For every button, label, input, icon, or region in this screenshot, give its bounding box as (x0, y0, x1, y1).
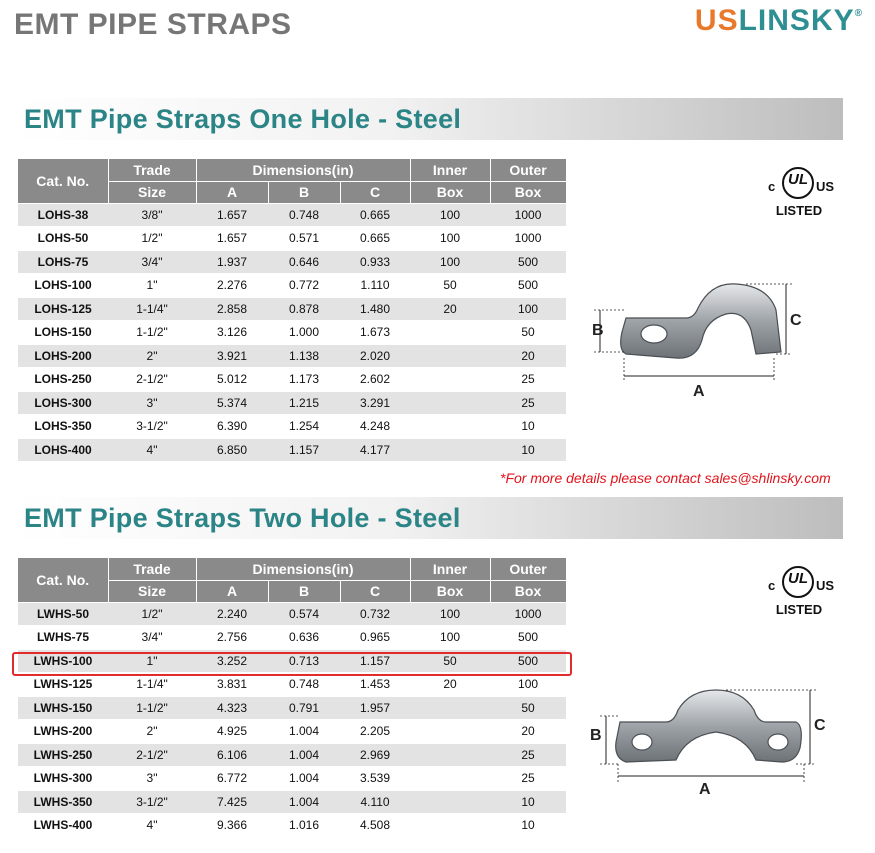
cell-b: 1.000 (268, 321, 340, 345)
cell-size: 3/4" (108, 626, 196, 650)
registered-mark: ® (854, 8, 863, 19)
cell-outer: 25 (490, 767, 566, 791)
cell-a: 5.012 (196, 368, 268, 392)
cell-outer: 10 (490, 438, 566, 462)
cell-inner (410, 720, 490, 744)
table-row (18, 767, 566, 791)
cell-inner (410, 790, 490, 814)
table-row (18, 203, 566, 227)
table-row (18, 743, 566, 767)
cell-a: 9.366 (196, 814, 268, 838)
table-row (18, 297, 566, 321)
cell-inner (410, 767, 490, 791)
col-cat-no: Cat. No. (18, 558, 108, 602)
table-row (18, 602, 566, 626)
cell-a: 2.756 (196, 626, 268, 650)
section-header-two-hole (14, 497, 843, 539)
table-body-one-hole (18, 203, 566, 462)
section-title-two-hole: EMT Pipe Straps Two Hole - Steel (24, 503, 461, 533)
cell-cat: LOHS-38 (18, 203, 108, 227)
cell-outer: 1000 (490, 227, 566, 251)
spec-table-one-hole (18, 159, 567, 462)
row-highlight-box (12, 652, 572, 676)
table-row (18, 415, 566, 439)
cell-cat: LOHS-400 (18, 438, 108, 462)
cell-c: 4.508 (340, 814, 410, 838)
cell-outer: 25 (490, 743, 566, 767)
cell-a: 6.772 (196, 767, 268, 791)
cell-a: 3.252 (196, 649, 268, 673)
cell-b: 1.157 (268, 438, 340, 462)
cell-b: 0.878 (268, 297, 340, 321)
cell-c: 4.248 (340, 415, 410, 439)
cell-outer: 25 (490, 391, 566, 415)
cell-inner (410, 814, 490, 838)
cell-a: 4.925 (196, 720, 268, 744)
cell-b: 0.791 (268, 696, 340, 720)
cell-outer: 25 (490, 368, 566, 392)
cell-size: 2-1/2" (108, 743, 196, 767)
cell-a: 3.831 (196, 673, 268, 697)
col-b: B (268, 580, 340, 602)
cell-a: 7.425 (196, 790, 268, 814)
table-row (18, 344, 566, 368)
col-trade: Trade (108, 159, 196, 181)
cell-c: 2.020 (340, 344, 410, 368)
brand-logo-part1: US (694, 4, 739, 37)
col-trade: Trade (108, 558, 196, 580)
col-inner: Inner (410, 159, 490, 181)
cell-inner: 20 (410, 673, 490, 697)
cell-size: 4" (108, 814, 196, 838)
col-size: Size (108, 181, 196, 203)
cell-size: 1-1/4" (108, 673, 196, 697)
cell-cat: LWHS-50 (18, 602, 108, 626)
dim-label-c: C (814, 717, 826, 734)
cell-cat: LWHS-125 (18, 673, 108, 697)
cell-c: 1.453 (340, 673, 410, 697)
cell-cat: LOHS-150 (18, 321, 108, 345)
cell-inner (410, 743, 490, 767)
ul-listed-mark-two-hole (752, 566, 842, 626)
cell-a: 1.657 (196, 203, 268, 227)
cell-a: 4.323 (196, 696, 268, 720)
table-row (18, 321, 566, 345)
cell-c: 0.965 (340, 626, 410, 650)
table-row (18, 227, 566, 251)
dim-label-a: A (693, 383, 705, 400)
cell-c: 4.177 (340, 438, 410, 462)
cell-cat: LWHS-100 (18, 649, 108, 673)
cell-b: 0.748 (268, 673, 340, 697)
cell-inner (410, 696, 490, 720)
cell-a: 5.374 (196, 391, 268, 415)
cell-c: 2.205 (340, 720, 410, 744)
cell-c: 4.110 (340, 790, 410, 814)
cell-cat: LOHS-250 (18, 368, 108, 392)
cell-size: 1/2" (108, 227, 196, 251)
col-inner-box: Box (410, 580, 490, 602)
dim-label-b: B (590, 727, 602, 744)
cell-inner (410, 368, 490, 392)
cell-b: 1.004 (268, 790, 340, 814)
cell-inner (410, 321, 490, 345)
cell-a: 1.657 (196, 227, 268, 251)
section-title-one-hole: EMT Pipe Straps One Hole - Steel (24, 104, 462, 134)
col-inner-box: Box (410, 181, 490, 203)
table-row (18, 720, 566, 744)
col-c: C (340, 181, 410, 203)
cell-size: 4" (108, 438, 196, 462)
cell-outer: 1000 (490, 602, 566, 626)
cell-c: 0.732 (340, 602, 410, 626)
table-body-two-hole (18, 602, 566, 837)
cell-outer: 20 (490, 720, 566, 744)
page-title: EMT PIPE STRAPS (14, 8, 292, 41)
cell-cat: LWHS-350 (18, 790, 108, 814)
section-header-one-hole (14, 98, 843, 140)
cell-c: 0.665 (340, 227, 410, 251)
cell-size: 2" (108, 344, 196, 368)
cell-c: 3.539 (340, 767, 410, 791)
cell-outer: 50 (490, 321, 566, 345)
cell-cat: LOHS-300 (18, 391, 108, 415)
dim-label-c: C (790, 312, 802, 329)
cell-b: 1.004 (268, 767, 340, 791)
cell-inner: 100 (410, 602, 490, 626)
cell-c: 1.157 (340, 649, 410, 673)
cell-cat: LOHS-125 (18, 297, 108, 321)
ul-listed-label: LISTED (775, 602, 823, 617)
cell-c: 3.291 (340, 391, 410, 415)
cell-cat: LOHS-200 (18, 344, 108, 368)
cell-size: 1-1/4" (108, 297, 196, 321)
cell-outer: 1000 (490, 203, 566, 227)
cell-outer: 10 (490, 415, 566, 439)
cell-inner: 20 (410, 297, 490, 321)
cell-cat: LWHS-200 (18, 720, 108, 744)
cell-b: 0.646 (268, 250, 340, 274)
cell-outer: 20 (490, 344, 566, 368)
ul-listed-label: LISTED (775, 203, 823, 218)
cell-inner: 100 (410, 250, 490, 274)
dim-label-b: B (592, 322, 604, 339)
contact-note: *For more details please contact sales@shlinsky.com (500, 470, 831, 486)
cell-cat: LOHS-75 (18, 250, 108, 274)
cell-size: 3/4" (108, 250, 196, 274)
table-row (18, 250, 566, 274)
cell-a: 2.276 (196, 274, 268, 298)
cell-inner: 100 (410, 227, 490, 251)
cell-inner (410, 391, 490, 415)
cell-b: 1.173 (268, 368, 340, 392)
cell-outer: 500 (490, 250, 566, 274)
cell-size: 3/8" (108, 203, 196, 227)
cell-b: 1.215 (268, 391, 340, 415)
cell-b: 1.004 (268, 720, 340, 744)
cell-size: 2-1/2" (108, 368, 196, 392)
cell-a: 6.850 (196, 438, 268, 462)
cell-c: 1.110 (340, 274, 410, 298)
cell-outer: 10 (490, 814, 566, 838)
cell-a: 2.858 (196, 297, 268, 321)
cell-size: 1-1/2" (108, 321, 196, 345)
cell-b: 0.748 (268, 203, 340, 227)
ul-us-label: US (816, 179, 835, 194)
cell-b: 1.004 (268, 743, 340, 767)
col-outer-box: Box (490, 181, 566, 203)
col-outer-box: Box (490, 580, 566, 602)
dim-label-a: A (699, 781, 711, 798)
cell-a: 3.126 (196, 321, 268, 345)
cell-size: 1" (108, 649, 196, 673)
col-cat-no: Cat. No. (18, 159, 108, 203)
col-c: C (340, 580, 410, 602)
col-dimensions: Dimensions(in) (196, 159, 410, 181)
col-inner: Inner (410, 558, 490, 580)
cell-a: 6.106 (196, 743, 268, 767)
cell-size: 2" (108, 720, 196, 744)
cell-b: 0.574 (268, 602, 340, 626)
col-dimensions: Dimensions(in) (196, 558, 410, 580)
cell-b: 1.016 (268, 814, 340, 838)
cell-outer: 10 (490, 790, 566, 814)
cell-b: 0.713 (268, 649, 340, 673)
table-row (18, 438, 566, 462)
ul-listed-mark-one-hole (752, 167, 842, 227)
cell-b: 0.571 (268, 227, 340, 251)
cell-a: 6.390 (196, 415, 268, 439)
ul-c-label: c (768, 578, 776, 593)
cell-b: 0.772 (268, 274, 340, 298)
cell-inner: 50 (410, 649, 490, 673)
cell-inner (410, 415, 490, 439)
cell-c: 0.933 (340, 250, 410, 274)
cell-inner: 100 (410, 626, 490, 650)
cell-cat: LOHS-50 (18, 227, 108, 251)
cell-cat: LOHS-100 (18, 274, 108, 298)
col-outer: Outer (490, 159, 566, 181)
cell-size: 3-1/2" (108, 415, 196, 439)
cell-c: 1.480 (340, 297, 410, 321)
cell-inner: 100 (410, 203, 490, 227)
cell-outer: 50 (490, 696, 566, 720)
table-row (18, 673, 566, 697)
cell-size: 1" (108, 274, 196, 298)
cell-b: 0.636 (268, 626, 340, 650)
cell-c: 2.969 (340, 743, 410, 767)
cell-a: 1.937 (196, 250, 268, 274)
cell-cat: LWHS-150 (18, 696, 108, 720)
cell-size: 3" (108, 391, 196, 415)
cell-cat: LWHS-75 (18, 626, 108, 650)
table-row (18, 274, 566, 298)
cell-inner: 50 (410, 274, 490, 298)
cell-size: 1-1/2" (108, 696, 196, 720)
brand-logo (695, 4, 863, 38)
ul-text: UL (788, 570, 808, 587)
cell-outer: 100 (490, 673, 566, 697)
cell-c: 1.957 (340, 696, 410, 720)
table-row (18, 626, 566, 650)
cell-a: 3.921 (196, 344, 268, 368)
spec-table-two-hole (18, 558, 567, 838)
cell-size: 3" (108, 767, 196, 791)
cell-c: 2.602 (340, 368, 410, 392)
cell-cat: LWHS-300 (18, 767, 108, 791)
cell-b: 1.254 (268, 415, 340, 439)
cell-cat: LWHS-400 (18, 814, 108, 838)
table-row (18, 790, 566, 814)
ul-us-label: US (816, 578, 835, 593)
ul-c-label: c (768, 179, 776, 194)
cell-cat: LOHS-350 (18, 415, 108, 439)
cell-outer: 500 (490, 626, 566, 650)
table-row (18, 814, 566, 838)
cell-a: 2.240 (196, 602, 268, 626)
cell-c: 0.665 (340, 203, 410, 227)
col-b: B (268, 181, 340, 203)
cell-outer: 500 (490, 649, 566, 673)
cell-size: 3-1/2" (108, 790, 196, 814)
cell-inner (410, 438, 490, 462)
ul-text: UL (788, 171, 808, 188)
table-row (18, 696, 566, 720)
cell-outer: 100 (490, 297, 566, 321)
cell-cat: LWHS-250 (18, 743, 108, 767)
cell-c: 1.673 (340, 321, 410, 345)
col-size: Size (108, 580, 196, 602)
cell-size: 1/2" (108, 602, 196, 626)
brand-logo-part2: LINSKY (738, 4, 855, 37)
col-outer: Outer (490, 558, 566, 580)
table-row (18, 368, 566, 392)
cell-b: 1.138 (268, 344, 340, 368)
col-a: A (196, 580, 268, 602)
table-row (18, 391, 566, 415)
col-a: A (196, 181, 268, 203)
cell-inner (410, 344, 490, 368)
cell-outer: 500 (490, 274, 566, 298)
